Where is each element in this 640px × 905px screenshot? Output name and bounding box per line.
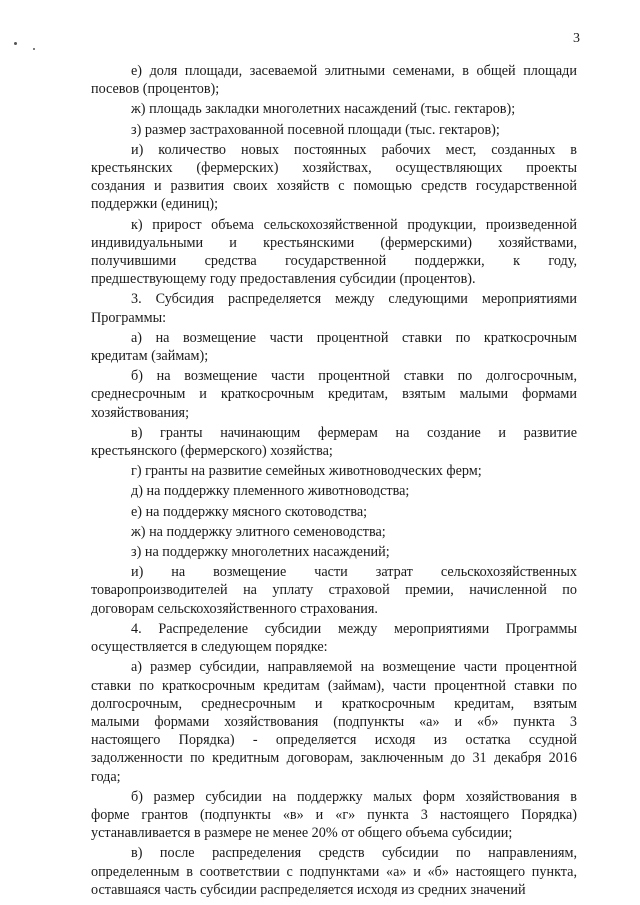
text-line: и) количество новых постоянных рабочих мест, созданных в	[131, 141, 577, 158]
paragraph	[91, 216, 577, 289]
text-line: поддержки (единиц);	[91, 196, 219, 213]
paragraph	[91, 658, 577, 785]
text-line: договорам сельскохозяйственного страхования.	[91, 600, 378, 617]
paragraph	[91, 543, 577, 561]
paragraph	[91, 523, 577, 541]
text-line: оставшаяся часть субсидии распределяется исходя из средних значений	[91, 881, 526, 898]
paragraph	[91, 62, 577, 98]
paragraph	[91, 482, 577, 500]
text-line: осуществляется в следующем порядке:	[91, 639, 328, 656]
page-number: 3	[573, 31, 580, 46]
paragraph	[91, 620, 577, 656]
text-line: предшествующему году предоставления субсидии (процентов).	[91, 271, 476, 288]
text-line: устанавливается в размере не менее 20% от общего объема субсидии;	[91, 825, 513, 842]
text-line: е) на поддержку мясного скотоводства;	[131, 503, 368, 520]
text-line: индивидуальными и крестьянскими (фермерскими) хозяйствами,	[91, 234, 577, 251]
document-body	[91, 62, 577, 901]
text-line: б) размер субсидии на поддержку малых форм хозяйствования в	[131, 788, 577, 805]
text-line: в) после распределения средств субсидии по направлениям,	[131, 845, 577, 862]
paragraph	[91, 329, 577, 365]
scan-speck	[14, 42, 17, 45]
text-line: а) размер субсидии, направляемой на возмещение части процентной	[131, 659, 577, 676]
text-line: а) на возмещение части процентной ставки по краткосрочным	[131, 329, 577, 346]
text-line: ж) на поддержку элитного семеноводства;	[131, 523, 386, 540]
text-line: з) размер застрахованной посевной площади (тыс. гектаров);	[131, 121, 500, 138]
text-line: 3. Субсидия распределяется между следующими мероприятиями	[131, 291, 577, 308]
text-line: крестьянского (фермерского) хозяйства;	[91, 443, 333, 460]
text-line: ж) площадь закладки многолетних насаждений (тыс. гектаров);	[131, 101, 516, 118]
text-line: определенным в соответствии с подпунктами «а» и «б» настоящего пункта,	[91, 863, 577, 880]
paragraph	[91, 563, 577, 618]
text-line: ставки по краткосрочным кредитам (займам), части процентной ставки по	[91, 677, 577, 694]
text-line: создания и развития своих хозяйств с помощью средств государственной	[91, 178, 577, 195]
text-line: б) на возмещение части процентной ставки по долгосрочным,	[131, 368, 577, 385]
text-line: малыми формами хозяйствования (подпункты «а» и «б» пункта 3	[91, 713, 577, 730]
paragraph	[91, 290, 577, 326]
text-line: 4. Распределение субсидии между мероприятиями Программы	[131, 620, 577, 637]
paragraph	[91, 121, 577, 139]
text-line: е) доля площади, засеваемой элитными семенами, в общей площади	[131, 63, 577, 79]
text-line: кредитам (займам);	[91, 348, 209, 365]
paragraph	[91, 424, 577, 460]
text-line: к) прирост объема сельскохозяйственной продукции, произведенной	[131, 216, 577, 233]
text-line: Программы:	[91, 309, 167, 326]
text-line: форме грантов (подпункты «в» и «г» пункта 3 настоящего Порядка)	[91, 806, 577, 823]
paragraph	[91, 503, 577, 521]
paragraph	[91, 100, 577, 118]
text-line: посевов (процентов);	[91, 81, 220, 98]
text-line: задолженности по кредитным договорам, заключенным до 31 декабря 2016	[91, 750, 577, 767]
text-line: г) гранты на развитие семейных животноводческих ферм;	[131, 463, 482, 480]
paragraph	[91, 788, 577, 843]
text-line: получившими средства государственной поддержки, к году,	[91, 253, 577, 270]
text-line: крестьянских (фермерских) хозяйствах, осуществляющих проекты	[91, 160, 577, 177]
paragraph	[91, 141, 577, 214]
text-line: д) на поддержку племенного животноводства;	[131, 483, 410, 500]
text-line: з) на поддержку многолетних насаждений;	[131, 544, 390, 561]
paragraph	[91, 367, 577, 422]
text-line: настоящего Порядка) - определяется исходя из остатка ссудной	[91, 732, 577, 749]
scan-speck	[33, 48, 35, 50]
text-line: товаропроизводителей на уплату страховой премии, начисленной по	[91, 582, 577, 599]
text-line: в) гранты начинающим фермерам на создание и развитие	[131, 424, 577, 441]
text-line: хозяйствования;	[91, 404, 190, 421]
text-line: года;	[91, 768, 121, 785]
text-line: и) на возмещение части затрат сельскохозяйственных	[131, 564, 577, 581]
paragraph	[91, 462, 577, 480]
text-line: долгосрочным, среднесрочным и краткосрочным кредитам, взятым	[91, 695, 577, 712]
paragraph	[91, 844, 577, 899]
text-line: среднесрочным и краткосрочным кредитам, взятым малыми формами	[91, 386, 577, 403]
